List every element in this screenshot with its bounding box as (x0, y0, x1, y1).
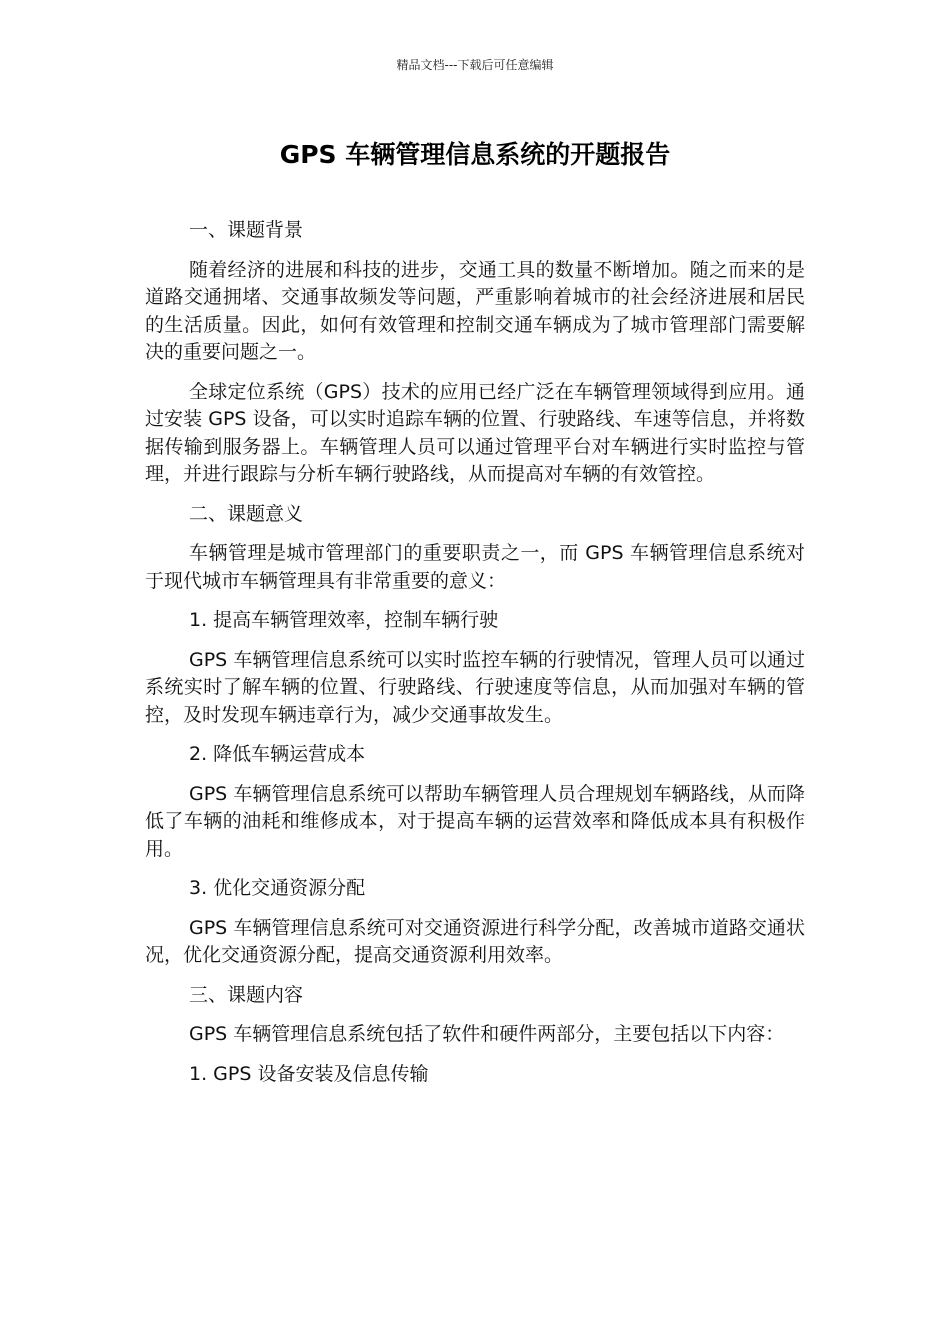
paragraph-background-2: 全球定位系统（GPS）技术的应用已经广泛在车辆管理领域得到应用。通过安装 GPS 设备，可以实时追踪车辆的位置、行驶路线、车速等信息，并将数据传输到服务器上。车辆管理人员可以通过管理平台对车辆进行实时监控与管理，并进行跟踪与分析车辆行驶路线，从而提高对车辆的有效管控。 (145, 380, 805, 485)
paragraph-background-1: 随着经济的进展和科技的进步，交通工具的数量不断增加。随之而来的是道路交通拥堵、交通事故频发等问题，严重影响着城市的社会经济进展和居民的生活质量。因此，如何有效管理和控制交通车辆成为了城市管理部门需要解决的重要问题之一。 (145, 258, 805, 363)
paragraph-list-item-2: GPS 车辆管理信息系统可以帮助车辆管理人员合理规划车辆路线，从而降低了车辆的油耗和维修成本，对于提高车辆的运营效率和降低成本具有积极作用。 (145, 782, 805, 860)
section-heading-background: 一、课题背景 (189, 219, 304, 241)
page-header-note: 精品文档---下载后可任意编辑 (396, 58, 554, 72)
section-heading-content: 三、课题内容 (189, 983, 304, 1006)
list-item-heading-1: 1. 提高车辆管理效率，控制车辆行驶 (189, 609, 499, 631)
paragraph-list-item-3: GPS 车辆管理信息系统可对交通资源进行科学分配，改善城市道路交通状况，优化交通资源分配，提高交通资源利用效率。 (145, 916, 805, 966)
list-item-heading-2: 2. 降低车辆运营成本 (189, 743, 366, 765)
list-item-heading-content-1: 1. GPS 设备安装及信息传输 (189, 1062, 429, 1085)
paragraph-list-item-1: GPS 车辆管理信息系统可以实时监控车辆的行驶情况，管理人员可以通过系统实时了解车辆的位置、行驶路线、行驶速度等信息，从而加强对车辆的管控，及时发现车辆违章行为，减少交通事故发生。 (145, 648, 805, 726)
section-heading-significance: 二、课题意义 (189, 502, 304, 525)
document-title: GPS 车辆管理信息系统的开题报告 (279, 140, 671, 169)
paragraph-content-intro: GPS 车辆管理信息系统包括了软件和硬件两部分，主要包括以下内容： (189, 1023, 785, 1045)
document-body (145, 217, 805, 1100)
paragraph-significance-intro: 车辆管理是城市管理部门的重要职责之一，而 GPS 车辆管理信息系统对于现代城市车辆管理具有非常重要的意义： (145, 542, 805, 592)
list-item-heading-3: 3. 优化交通资源分配 (189, 877, 366, 899)
